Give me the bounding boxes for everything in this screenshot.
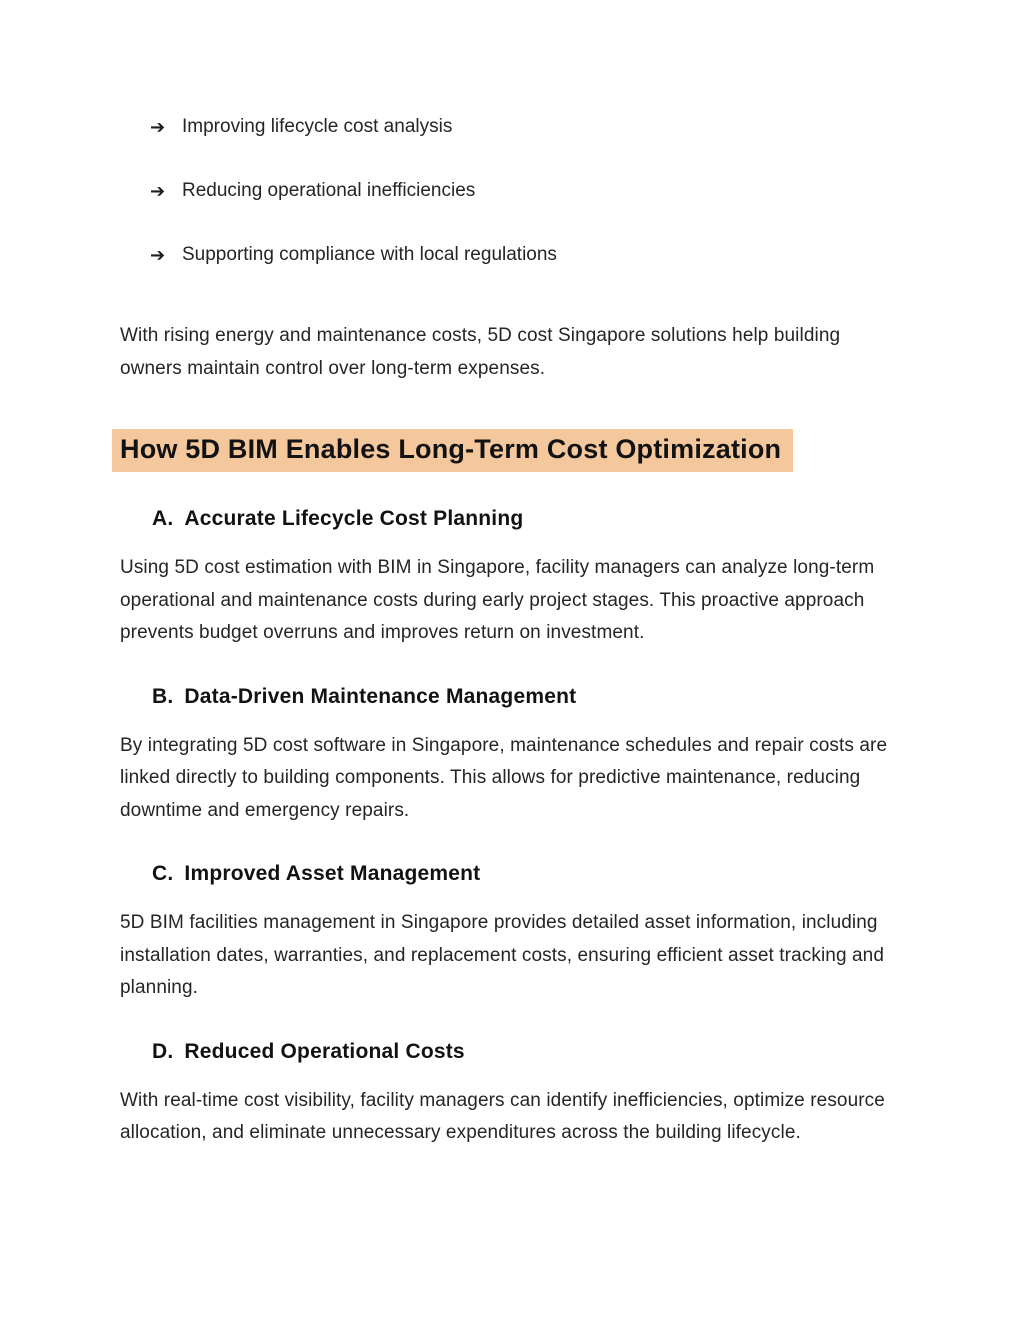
section-body: Using 5D cost estimation with BIM in Singapore, facility managers can analyze long-term operational and maintenance costs during early project stages. This proactive approach prevents budget overruns and improves return on investment. <box>120 557 875 643</box>
section-heading <box>152 507 904 531</box>
list-item <box>150 240 904 270</box>
bullet-text: Supporting compliance with local regulations <box>182 244 557 265</box>
section-body: With real-time cost visibility, facility managers can identify inefficiencies, optimize resource allocation, and eliminate unnecessary expenditures across the building lifecycle. <box>120 1089 885 1143</box>
section-heading <box>152 685 904 709</box>
section-a <box>120 507 904 650</box>
bullet-text: Reducing operational inefficiencies <box>182 180 476 201</box>
list-item <box>150 112 904 142</box>
section-body: By integrating 5D cost software in Singapore, maintenance schedules and repair costs are linked directly to building components. This allows for predictive maintenance, reducing downtime and emergency repairs. <box>120 734 888 821</box>
arrow-bullet-icon: ➔ <box>150 245 166 265</box>
section-title: Improved Asset Management <box>184 862 481 885</box>
section-label: C. <box>152 862 174 885</box>
page-title: How 5D BIM Enables Long-Term Cost Optimization <box>112 429 793 472</box>
section-b <box>120 685 904 828</box>
bullet-list <box>150 112 904 270</box>
section-title: Data-Driven Maintenance Management <box>184 684 577 708</box>
section-title: Reduced Operational Costs <box>184 1039 465 1063</box>
section-heading <box>152 1040 904 1064</box>
intro-paragraph: With rising energy and maintenance costs, 5D cost Singapore solutions help building owners maintain control over long-term expenses. <box>120 325 841 379</box>
arrow-bullet-icon: ➔ <box>150 181 166 201</box>
section-c <box>120 862 904 1005</box>
section-title: Accurate Lifecycle Cost Planning <box>184 507 524 530</box>
section-label: D. <box>152 1039 174 1063</box>
section-label: B. <box>152 684 174 708</box>
section-label: A. <box>152 507 174 530</box>
list-item <box>150 176 904 206</box>
section-d <box>120 1040 904 1150</box>
section-heading <box>152 862 904 886</box>
bullet-text: Improving lifecycle cost analysis <box>182 116 453 137</box>
section-body: 5D BIM facilities management in Singapore provides detailed asset information, including installation dates, warranties, and replacement costs, ensuring efficient asset tracking and planning. <box>120 912 884 998</box>
main-heading-wrap <box>112 429 904 472</box>
arrow-bullet-icon: ➔ <box>150 117 166 137</box>
